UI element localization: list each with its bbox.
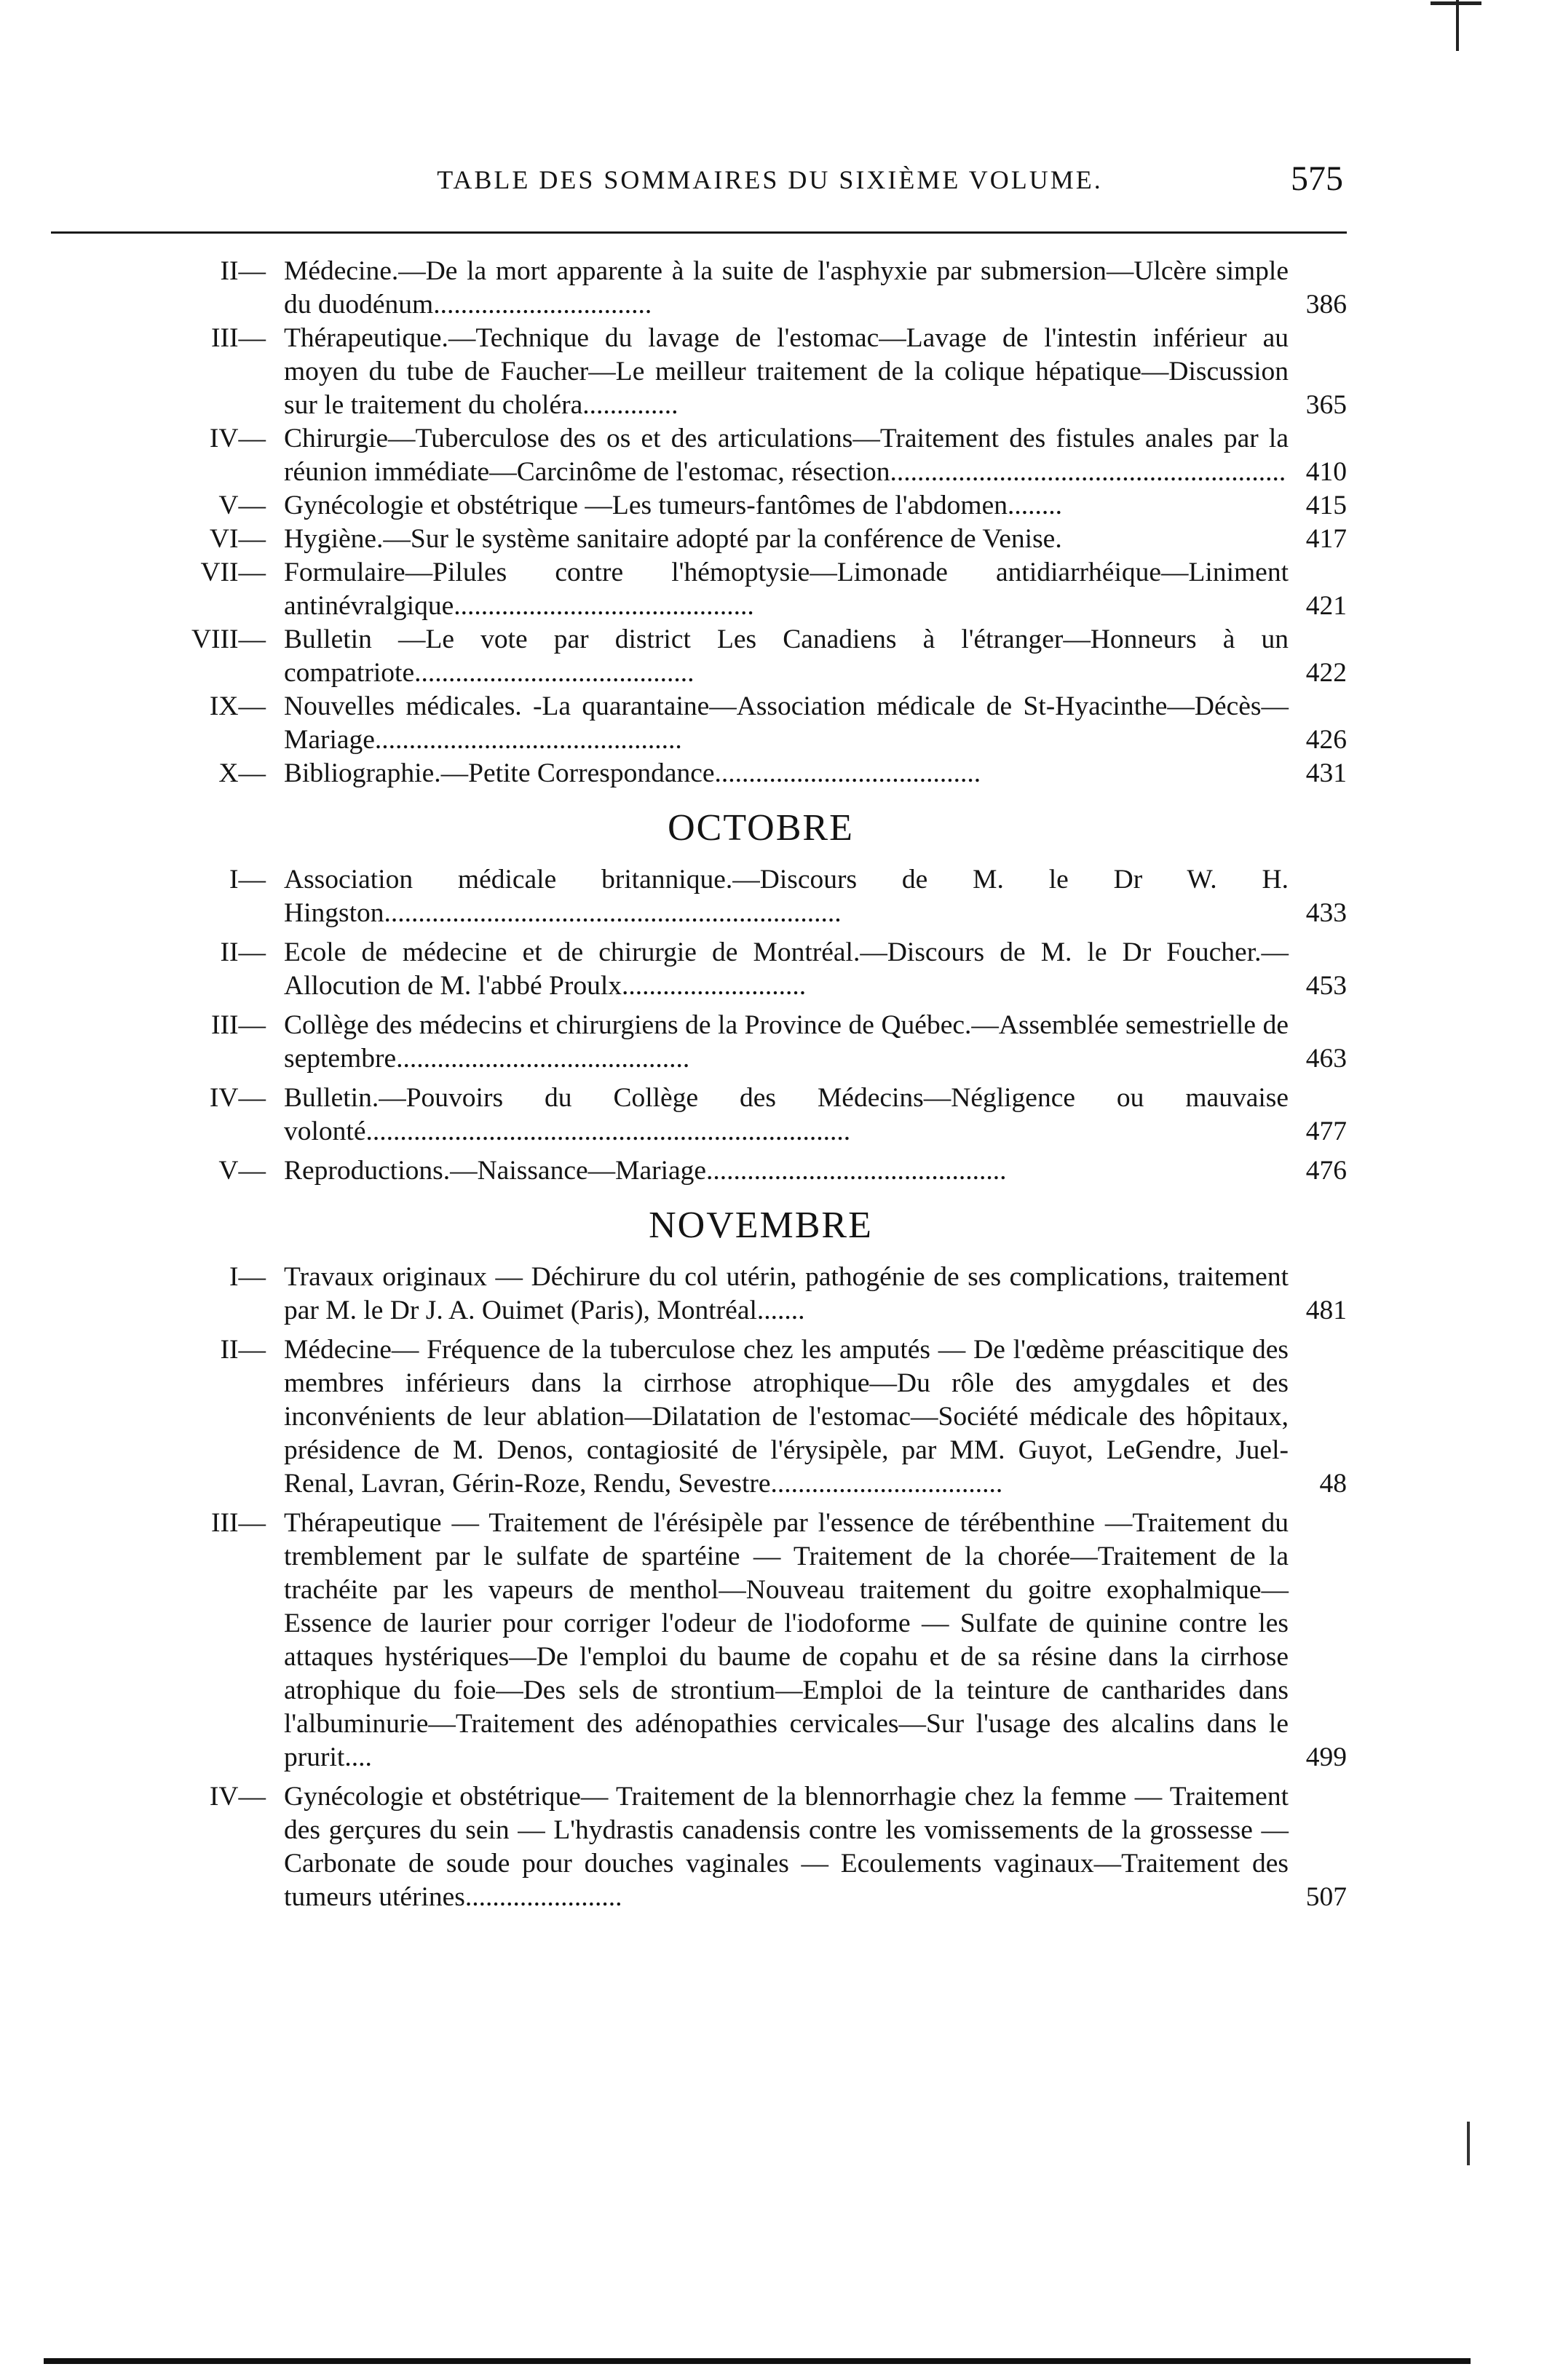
entry-text: Thérapeutique.—Technique du lavage de l'estomac—Lavage de l'intestin inférieur au moyen du tube de Faucher—Le meilleur traitement de la colique hépatique—Discussion sur le traitement du choléra.............. — [284, 323, 1289, 420]
toc-entry — [175, 1333, 1347, 1501]
entry-text: Travaux originaux — Déchirure du col utérin, pathogénie de ses complications, traitement par M. le Dr J. A. Ouimet (Paris), Montréal....... — [284, 1262, 1289, 1325]
entry-number: IV— — [209, 1782, 266, 1812]
entry-number: II— — [220, 937, 266, 967]
table-of-contents — [175, 255, 1347, 1920]
entry-text: Médecine— Fréquence de la tuberculose chez les amputés — De l'œdème préascitique des membres inférieurs dans la cirrhose atrophique—Du rôle des amygdales et des inconvénients de leur ablation—Dilatation de l'estomac—Société médicale des hôpitaux, présidence de M. Denos, contagiosité de l'érysipèle, par MM. Guyot, LeGendre, Juel-Renal, Lavran, Gérin-Roze, Rendu, Sevestre.................................. — [284, 1335, 1289, 1499]
entry-page-number: 433 — [1305, 898, 1347, 928]
section-november — [175, 1204, 1347, 1914]
toc-entry — [175, 523, 1347, 556]
header-rule — [51, 231, 1347, 234]
entry-page-number: 426 — [1305, 725, 1347, 755]
entry-page-number: 48 — [1319, 1469, 1347, 1499]
corner-mark — [1456, 0, 1459, 51]
entry-page-number: 422 — [1305, 658, 1347, 688]
page-number: 575 — [1291, 159, 1343, 198]
entry-text: Ecole de médecine et de chirurgie de Montréal.—Discours de M. le Dr Foucher.—Allocution de M. l'abbé Proulx........................... — [284, 937, 1289, 1001]
entry-number: IV— — [209, 1083, 266, 1113]
entry-text: Association médicale britannique.—Discours de M. le Dr W. H. Hingston................................................................... — [284, 865, 1289, 928]
toc-entry — [175, 255, 1347, 322]
entry-number: V— — [218, 1156, 266, 1186]
toc-entry — [175, 757, 1347, 790]
entry-text: Gynécologie et obstétrique —Les tumeurs-fantômes de l'abdomen........ — [284, 491, 1062, 520]
entry-number: I— — [229, 1262, 266, 1292]
section-september-continued — [175, 255, 1347, 790]
entry-number: II— — [220, 1335, 266, 1365]
running-title: TABLE DES SOMMAIRES DU SIXIÈME VOLUME. — [437, 165, 1103, 194]
footer-rule — [44, 2358, 1471, 2364]
entry-page-number: 477 — [1305, 1116, 1347, 1146]
entry-text: Chirurgie—Tuberculose des os et des articulations—Traitement des fistules anales par la réunion immédiate—Carcinôme de l'estomac, résection.......................................................... — [284, 424, 1289, 487]
toc-entry — [175, 556, 1347, 623]
page-header — [197, 159, 1343, 202]
entry-text: Bibliographie.—Petite Correspondance....................................... — [284, 758, 981, 788]
entry-page-number: 386 — [1305, 290, 1347, 320]
entry-page-number: 410 — [1305, 457, 1347, 487]
entry-number: V— — [218, 491, 266, 520]
toc-entry — [175, 1009, 1347, 1076]
toc-entry — [175, 1780, 1347, 1914]
margin-mark — [1467, 2122, 1470, 2165]
entry-text: Reproductions.—Naissance—Mariage............................................ — [284, 1156, 1007, 1186]
entry-page-number: 499 — [1305, 1742, 1347, 1772]
toc-entry — [175, 322, 1347, 422]
entry-text: Hygiène.—Sur le système sanitaire adopté par la conférence de Venise. — [284, 524, 1062, 554]
entry-page-number: 417 — [1305, 524, 1347, 554]
entry-text: Nouvelles médicales. -La quarantaine—Association médicale de St-Hyacinthe—Décès—Mariage............................................. — [284, 691, 1289, 755]
entry-page-number: 421 — [1305, 591, 1347, 621]
toc-entry — [175, 863, 1347, 930]
entry-page-number: 463 — [1305, 1044, 1347, 1074]
entry-number: VIII— — [191, 624, 266, 654]
entry-text: Gynécologie et obstétrique— Traitement de la blennorrhagie chez la femme — Traitement des gerçures du sein — L'hydrastis canadensis contre les vomissements de la grossesse — Carbonate de soude pour douches vaginales — Ecoulements vaginaux—Traitement des tumeurs utérines....................... — [284, 1782, 1289, 1912]
entry-number: III— — [211, 1010, 266, 1040]
entry-number: IV— — [209, 424, 266, 453]
entry-page-number: 365 — [1305, 390, 1347, 420]
entry-text: Bulletin —Le vote par district Les Canadiens à l'étranger—Honneurs à un compatriote......................................... — [284, 624, 1289, 688]
entry-number: III— — [211, 323, 266, 353]
toc-entry — [175, 623, 1347, 690]
entry-page-number: 431 — [1305, 758, 1347, 788]
entry-number: IX— — [209, 691, 266, 721]
entry-text: Formulaire—Pilules contre l'hémoptysie—Limonade antidiarrhéique—Liniment antinévralgique............................................ — [284, 558, 1289, 621]
section-heading-october: OCTOBRE — [668, 807, 854, 849]
section-heading-november: NOVEMBRE — [649, 1205, 873, 1246]
entry-text: Bulletin.—Pouvoirs du Collège des Médecins—Négligence ou mauvaise volonté....................................................................... — [284, 1083, 1289, 1146]
entry-page-number: 453 — [1305, 971, 1347, 1001]
entry-number: X— — [218, 758, 266, 788]
entry-number: VII— — [200, 558, 266, 587]
toc-entry — [175, 422, 1347, 489]
entry-page-number: 481 — [1305, 1296, 1347, 1325]
section-october — [175, 806, 1347, 1188]
toc-entry — [175, 690, 1347, 757]
entry-number: I— — [229, 865, 266, 895]
toc-entry — [175, 1154, 1347, 1188]
toc-entry — [175, 1261, 1347, 1328]
entry-number: III— — [211, 1508, 266, 1538]
toc-entry — [175, 1082, 1347, 1149]
toc-entry — [175, 1507, 1347, 1774]
entry-text: Thérapeutique — Traitement de l'érésipèle par l'essence de térébenthine —Traitement du tremblement par le sulfate de spartéine — Traitement de la chorée—Traitement de la trachéite par les vapeurs de menthol—Nouveau traitement du goitre exophalmique—Essence de laurier pour corriger l'odeur de l'iodoforme — Sulfate de quinine contre les attaques hystériques—De l'emploi du baume de copahu et de sa résine dans la cirrhose atrophique du foie—Des sels de strontium—Emploi de la teinture de cantharides dans l'albuminurie—Traitement des adénopathies cervicales—Sur l'usage des alcalins dans le prurit.... — [284, 1508, 1289, 1772]
entry-page-number: 415 — [1305, 491, 1347, 520]
entry-page-number: 507 — [1305, 1882, 1347, 1912]
entry-page-number: 476 — [1305, 1156, 1347, 1186]
toc-entry — [175, 936, 1347, 1003]
entry-number: II— — [220, 256, 266, 286]
entry-number: VI— — [209, 524, 266, 554]
entry-text: Médecine.—De la mort apparente à la suite de l'asphyxie par submersion—Ulcère simple du duodénum................................ — [284, 256, 1289, 320]
corner-mark-bar — [1431, 1, 1481, 5]
entry-text: Collège des médecins et chirurgiens de la Province de Québec.—Assemblée semestrielle de septembre........................................... — [284, 1010, 1289, 1074]
toc-entry — [175, 489, 1347, 523]
